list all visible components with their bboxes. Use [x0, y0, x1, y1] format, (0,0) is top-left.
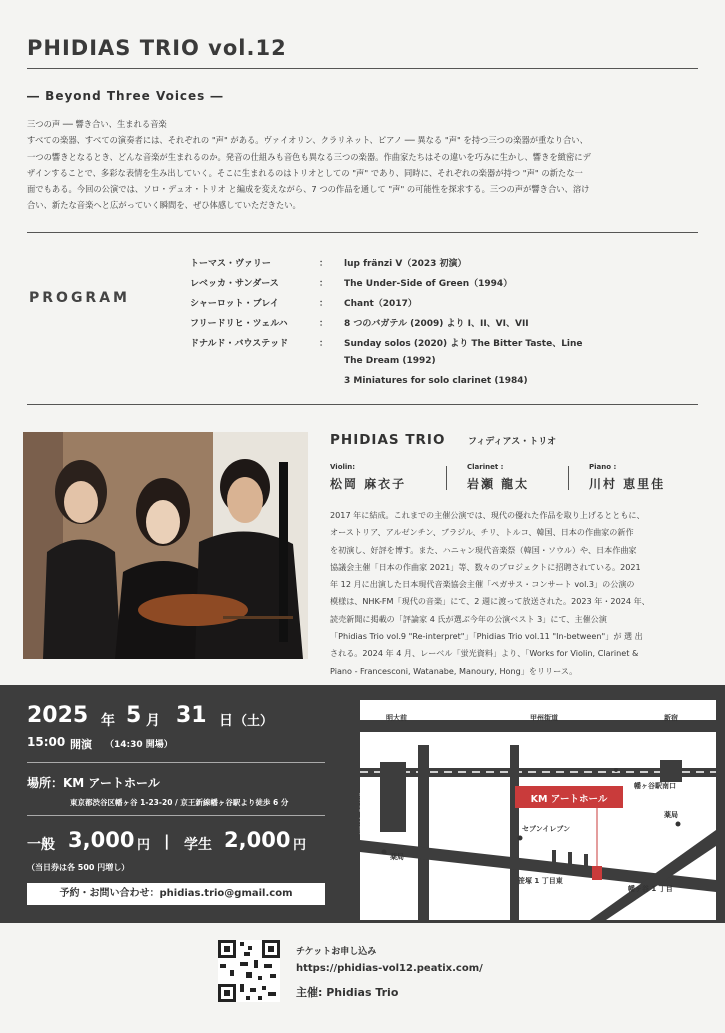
divider	[27, 404, 698, 405]
bio-line: 2017 年に結成。これまでの主催公演では、現代の優れた作品を取り上げるとともに、	[330, 510, 645, 520]
member-role: Piano :	[589, 463, 617, 471]
door-price-note: （当日券は各 500 円増し）	[27, 863, 130, 872]
event-day-unit: 日	[219, 713, 233, 729]
map-label-station-exit: 幡ヶ谷駅南口	[634, 782, 676, 790]
event-time: 15:00	[27, 735, 66, 749]
intro-line: 三つの声 ── 響き合い、生まれる音楽	[27, 119, 167, 129]
map-label-pharmacy: 薬局	[390, 853, 404, 861]
bio-line: される。2024 年 4 月、レーベル「蛍光資料」より、「Works for Violin, Clarinet &	[330, 648, 639, 659]
event-month: 5	[126, 703, 142, 728]
bio-line: 協議会主催「日本の作曲家 2021」等、数々のプロジェクトに招聘されている。2021	[330, 561, 641, 572]
map-label-expressway: 首都高速4号新宿線	[358, 792, 364, 836]
divider	[27, 68, 698, 69]
bio-line: 「Phidias Trio vol.9 "Re-interpret"」「Phidias Trio vol.11 "In-between"」が 選 出	[330, 631, 643, 642]
access-map	[360, 700, 716, 920]
event-doors: （14:30 開場）	[105, 740, 173, 750]
subtitle: ― Beyond Three Voices ―	[27, 89, 224, 103]
divider	[568, 466, 569, 490]
trio-bio	[330, 507, 703, 680]
intro-line: 面でもある。今回の公演では、ソロ・デュオ・トリオ と編成を変えながら、7 つの作品を通して "声" の可能性を探求する。三つの声が響き合い、溶け	[27, 184, 590, 195]
trio-kana: フィディアス・トリオ	[468, 437, 557, 447]
ticket-url[interactable]: https://phidias-vol12.peatix.com/	[296, 963, 483, 974]
program-heading: PROGRAM	[29, 290, 130, 306]
member-name: 松岡 麻衣子	[330, 477, 407, 491]
event-year: 2025	[27, 703, 89, 728]
divider	[27, 815, 325, 816]
intro-text	[27, 116, 702, 214]
map-label-hatagaya-1: 幡ヶ谷 1 丁目	[628, 885, 673, 893]
price-separator: |	[164, 832, 170, 850]
intro-line: 合い、新たな音楽へと広がっていく瞬間を、ぜひ体感していただきたい。	[27, 200, 301, 211]
ticket-label: チケットお申し込み	[296, 947, 377, 957]
program-row: フリードリヒ・ツェルハ ： 8 つのバガテル (2009) より I、II、VI、VII	[190, 319, 529, 329]
event-time-unit: 開演	[70, 738, 92, 751]
venue-address: 東京都渋谷区幡ヶ谷 1-23-20 / 京王新線幡ヶ谷駅より徒歩 6 分	[70, 798, 289, 807]
event-year-unit: 年	[101, 713, 115, 729]
program-row: トーマス・ヴァリー ： lup fränzi V（2023 初演）	[190, 259, 467, 269]
bio-line: オーストリア、アルゼンチン、ブラジル、チリ、トルコ、韓国、日本の作曲家の新作	[330, 527, 634, 538]
event-weekday: （土）	[234, 714, 274, 729]
bio-line: Piano - Francesconi, Watanabe, Manoury, Hong」をリリース。	[330, 665, 578, 676]
map-venue-label: KM アートホール	[530, 794, 608, 805]
member-name: 川村 恵里佳	[589, 477, 666, 491]
contact-box: 予約・お問い合わせ：phidias.trio@gmail.com	[27, 883, 325, 905]
intro-line: 一つの響きとなるとき、どんな音楽が生まれるのか。発音の仕組みも音色も異なる三つの楽器。作曲家たちはその違いを巧みに生かし、響きを緻密にデ	[27, 151, 591, 162]
divider	[446, 466, 447, 490]
student-price: 2,000	[224, 828, 291, 852]
trio-name: PHIDIAS TRIO	[330, 432, 446, 448]
general-label: 一般	[27, 837, 55, 853]
bio-line: を初演し、好評を博す。また、ハニャン現代音楽祭（韓国・ソウル）や、日本作曲家	[330, 544, 637, 555]
event-day: 31	[176, 703, 207, 728]
member-role: Violin:	[330, 463, 356, 471]
intro-line: すべての楽器、すべての演奏者には、それぞれの "声" がある。ヴァイオリン、クラリネット、ピアノ ── 異なる "声" を持つ三つの楽器が重なり合い、	[27, 135, 588, 146]
bio-line: 読売新聞に掲載の「評論家 4 氏が選ぶ今年の公演ベスト 3」にて、主催公演	[330, 613, 607, 624]
map-label-koshu: 甲州街道	[530, 714, 558, 722]
map-label-meidaimae: 明大前	[386, 714, 407, 722]
member-role: Clarinet :	[467, 463, 504, 471]
bio-line: 模様は、NHK-FM「現代の音楽」にて、2 週に渡って放送された。2023 年・2024 年、	[330, 596, 650, 607]
map-label-sasazuka: 笹塚 1 丁目東	[518, 877, 563, 885]
general-price: 3,000	[68, 828, 135, 852]
program-row: シャーロット・ブレイ ： Chant（2017）	[190, 299, 417, 309]
organizer: 主催: Phidias Trio	[296, 986, 399, 999]
divider	[27, 232, 698, 233]
qr-code	[218, 940, 280, 1002]
member-name: 岩瀬 龍太	[467, 477, 530, 491]
map-label-pharmacy: 薬局	[664, 811, 678, 819]
intro-line: ザインすることで、多彩な表情を生み出していく。そこに生まれるのはトリオとしての "声" であり、同時に、それぞれの楽器が持つ "声" の新たな一	[27, 167, 583, 178]
student-label: 学生	[184, 837, 212, 853]
map-label-seven-eleven: セブンイレブン	[522, 825, 571, 833]
trio-photo	[23, 432, 308, 659]
divider	[27, 762, 325, 763]
program-row: ドナルド・バウステッド ： Sunday solos (2020) より The Bitter Taste、Line	[190, 339, 583, 349]
venue-label: 場所：KM アートホール	[27, 776, 160, 790]
bio-line: 年 12 月に出演した日本現代音楽協会主催「ペガサス・コンサート vol.3」の公演の	[330, 579, 635, 590]
yen-unit: 円	[137, 838, 151, 853]
map-label-shinjuku: 新宿	[664, 714, 678, 722]
page-title: PHIDIAS TRIO vol.12	[27, 36, 287, 60]
event-month-unit: 月	[146, 713, 160, 729]
yen-unit: 円	[293, 838, 307, 853]
program-row: レベッカ・サンダース ： The Under-Side of Green（1994）	[190, 279, 513, 289]
